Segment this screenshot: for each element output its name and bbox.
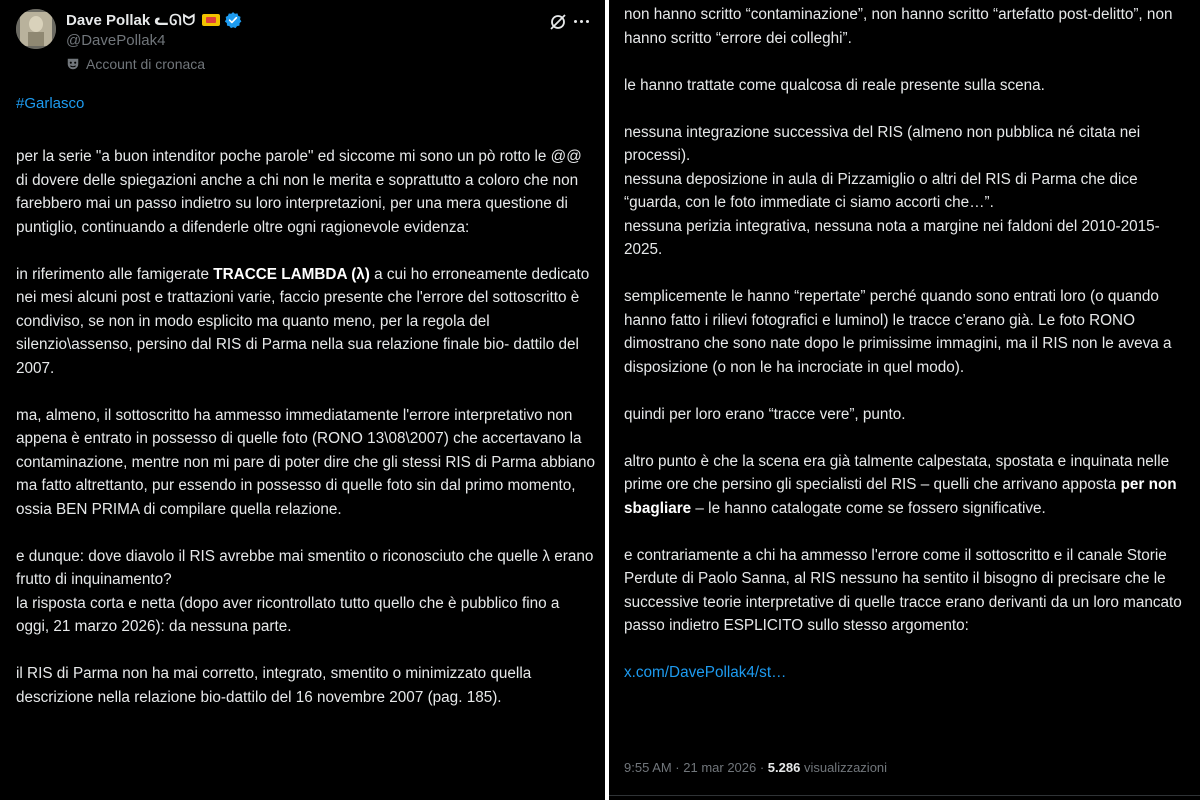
divider: [609, 795, 1200, 796]
author-name-symbol: ᓚᘏᗢ: [154, 12, 197, 29]
paragraph: ma, almeno, il sottoscritto ha ammesso immediatamente l'errore interpretativo non appena è entrato in possesso di quelle foto (RONO 13\08\2007) che accertavano la contaminazione, mentre non mi pare di poter dire che gli stessi RIS di Parma abbiano ma fatto altrettanto, pur essendo in possesso di quelle foto sin dal primo momento, ossia BEN PRIMA di compilare quella relazione.: [16, 406, 596, 518]
post-link[interactable]: x.com/DavePollak4/st…: [624, 664, 787, 681]
paragraph: nessuna integrazione successiva del RIS (almeno non pubblica né citata nei processi). nessuna deposizione in aula di Pizzamiglio o altri del RIS di Parma che dice “guarda, con le foto immediate ci siamo accorti che…”. nessuna perizia integrativa, nessuna nota a margine nei faldoni del 2010-2015-2025.: [624, 123, 1160, 258]
paragraph: e contrariamente a chi ha ammesso l'errore come il sottoscritto e il canale Storie Perdute di Paolo Sanna, al RIS nessuno ha sentito il bisogno di precisare che le successive teorie interpretative di quelle tracce erano derivanti da un loro mancato passo indietro ESPLICITO sullo stesso argomento:: [624, 546, 1182, 634]
author-name-text[interactable]: Dave Pollak: [66, 11, 151, 29]
paragraph-tracce: [16, 263, 596, 381]
paragraph: e dunque: dove diavolo il RIS avrebbe mai smentito o riconosciuto che quelle λ erano frutto di inquinamento? la risposta corta e netta (dopo aver ricontrollato tutto quello che è pubblico fino a oggi, 21 marzo 2026): da nessuna parte.: [16, 547, 594, 635]
views-label: visualizzazioni: [800, 760, 888, 775]
author-handle[interactable]: @DavePollak4: [66, 32, 166, 49]
text-span: a cui ho erroneamente dedicato nei mesi alcuni post e trattazioni varie, faccio presente che l'errore del sottoscritto è condiviso, se non in modo esplicito ma quanto meno, per la regola del silenzio\assenso, persino dal RIS di Parma nella sua relazione finale bio- dattilo del 2007.: [16, 265, 590, 377]
post-timestamp[interactable]: 9:55 AM · 21 mar 2026 ·: [624, 760, 768, 775]
paragraph: non hanno scritto “contaminazione”, non hanno scritto “artefatto post-delitto”, non hanno scritto “errore dei colleghi”.: [624, 6, 1173, 47]
paragraph: le hanno trattate come qualcosa di reale presente sulla scena.: [624, 76, 1045, 94]
hashtag-link[interactable]: #Garlasco: [16, 95, 85, 112]
verified-badge-icon: [224, 11, 242, 29]
paragraph: per la serie "a buon intenditor poche parole" ed siccome mi sono un pò rotto le @@ di dovere delle spiegazioni anche a chi non le merita e soprattutto a coloro che non farebbero mai un passo indietro su loro interpretazioni, per una mera questione di puntiglio, continuando a difenderle oltre ogni ragionevole evidenza:: [16, 148, 582, 236]
avatar[interactable]: [16, 9, 56, 49]
bold-text: per non sbagliare: [624, 476, 1177, 517]
theater-mask-icon: [66, 57, 80, 71]
account-label-text: Account di cronaca: [86, 56, 206, 72]
paragraph-scena: [624, 450, 1184, 521]
text-span: – le hanno catalogate come se fossero significative.: [691, 499, 1046, 517]
more-icon[interactable]: [574, 20, 589, 23]
paragraph: il RIS di Parma non ha mai corretto, integrato, smentito o minimizzato quella descrizione nella relazione bio-dattilo del 16 novembre 2007 (pag. 185).: [16, 665, 532, 706]
post-body-right: [624, 3, 1184, 708]
grok-icon[interactable]: [548, 12, 568, 37]
text-span: in riferimento alle famigerate: [16, 265, 214, 283]
post-meta: [624, 760, 887, 775]
views-count: 5.286: [767, 760, 801, 775]
flag-badge-icon: [202, 14, 220, 26]
post-body-left: [16, 145, 596, 733]
paragraph-link: [624, 661, 1184, 685]
paragraph: quindi per loro erano “tracce vere”, punto.: [624, 405, 906, 423]
author-name[interactable]: [66, 11, 242, 29]
account-label: [66, 56, 205, 72]
text-span: altro punto è che la scena era già talmente calpestata, spostata e inquinata nelle prime ore che persino gli specialisti del RIS – quelli che arrivano apposta: [624, 452, 1170, 493]
bold-text: TRACCE LAMBDA (λ): [213, 265, 370, 283]
paragraph: semplicemente le hanno “repertate” perché quando sono entrati loro (o quando hanno fatto i rilievi fotografici e luminol) le tracce c’erano già. Le foto RONO dimostrano che sono nate dopo le primissime immagini, ma il RIS non le aveva a disposizione (o non le ha incrociate in quel modo).: [624, 288, 1172, 376]
